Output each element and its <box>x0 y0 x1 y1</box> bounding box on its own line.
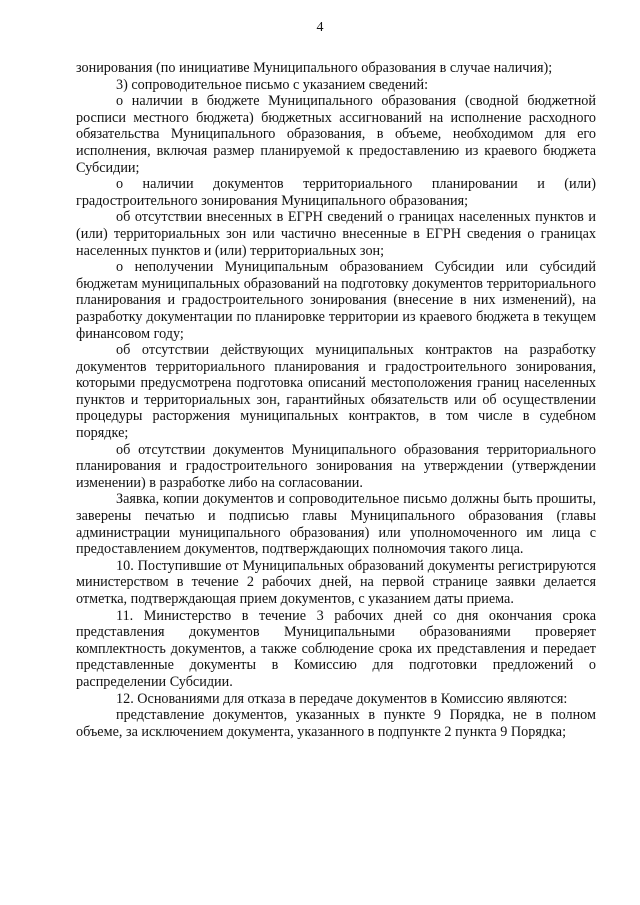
paragraph-no-pending-documents: об отсутствии документов Муниципального образования территориального планирования и градостроительного зонирования на утверждении (утверждении изменении) в разработке либо на согласовании. <box>76 441 596 491</box>
paragraph-cover-letter: 3) сопроводительное письмо с указанием сведений: <box>116 76 429 93</box>
document-body <box>76 60 596 740</box>
page-number: 4 <box>316 20 324 35</box>
paragraph-egrn-absence: об отсутствии внесенных в ЕГРН сведений о границах населенных пунктов и (или) территориальных зон или частично внесенные в ЕГРН сведения о границах населенных пунктов и (или) территориальных зон; <box>76 209 596 259</box>
paragraph-item-11: 11. Министерство в течение 3 рабочих дней со дня окончания срока представления документов Муниципальными образованиями проверяет комплектность документов, а также соблюдение срока их представления и передает представленные документы в Комиссию для подготовки предложений о распределении Субсидии. <box>76 607 596 690</box>
paragraph-application-certification: Заявка, копии документов и сопроводительное письмо должны быть прошиты, заверены печатью и подписью главы Муниципального образования (главы администрации муниципального образования) или уполномоченного им лица с предоставлением документов, подтверждающих полномочия такого лица. <box>76 491 596 558</box>
paragraph-no-contracts: об отсутствии действующих муниципальных контрактов на разработку документов территориального планирования и градостроительного зонирования, которыми предусмотрена подготовка описаний местоположения границ населенных пунктов и территориальных зон, гарантийных обязательств или об осуществлении процедуры расторжения муниципальных контрактов, в том числе в судебном порядке; <box>76 342 596 442</box>
paragraph-item-10: 10. Поступившие от Муниципальных образований документы регистрируются министерством в течение 2 рабочих дней, на первой странице заявки делается отметка, подтверждающая прием документов, с указанием даты приема. <box>76 557 596 607</box>
paragraph-budget-allocations: о наличии в бюджете Муниципального образования (сводной бюджетной росписи местного бюджета) бюджетных ассигнований на исполнение расходного обязательства Муниципального образования, в объеме, необходимом для его исполнения, включая размер планируемой к предоставлению из краевого бюджета Субсидии; <box>76 93 596 176</box>
paragraph-subsidy-nonreceipt: о неполучении Муниципальным образованием Субсидии или субсидий бюджетам муниципальных образований на подготовку документов территориального планирования и градостроительного зонирования (внесение в них изменений), на разработку документации по планировке территории из краевого бюджета в текущем финансовом году; <box>76 259 596 342</box>
paragraph-incomplete-submission: представление документов, указанных в пункте 9 Порядка, не в полном объеме, за исключением документа, указанного в подпункте 2 пункта 9 Порядка; <box>76 707 596 740</box>
paragraph-item-12: 12. Основаниями для отказа в передаче документов в Комиссию являются: <box>116 690 568 707</box>
paragraph-zoning-continuation: зонирования (по инициативе Муниципального образования в случае наличия); <box>76 60 553 76</box>
paragraph-planning-documents: о наличии документов территориального планировании и (или) градостроительного зонирования Муниципального образования; <box>76 176 596 209</box>
